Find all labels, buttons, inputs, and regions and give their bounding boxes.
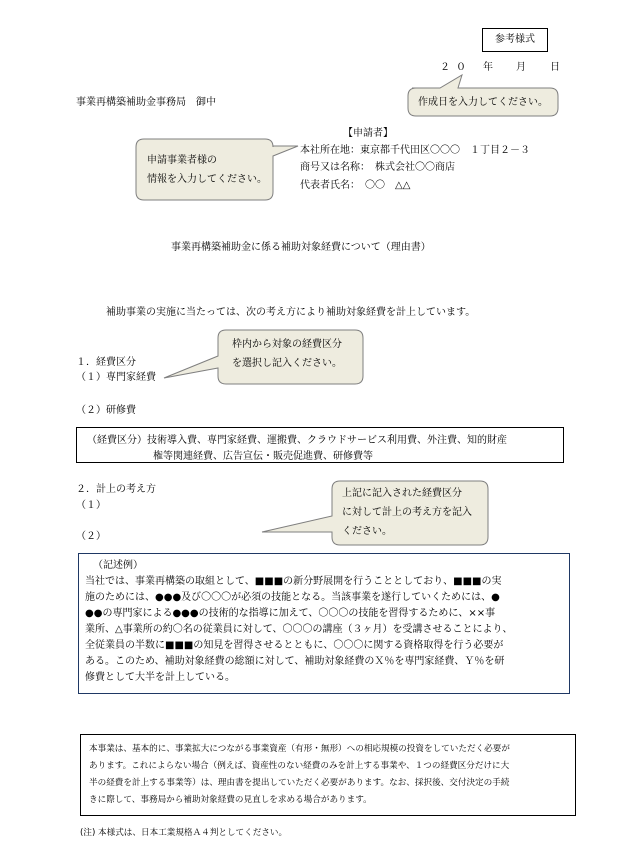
applicant-representative: 代表者氏名： 〇〇 △△ — [300, 180, 411, 191]
category-hint-line-2: を選択し記入ください。 — [232, 358, 342, 369]
category-hint-callout — [160, 326, 370, 388]
section1-item2: （２）研修費 — [76, 405, 136, 416]
reasoning-hint-line-2: に対して計上の考え方を記入 — [342, 507, 472, 518]
date-month-unit: 月 — [516, 62, 526, 73]
example-line-5: 業所、△事業所の約〇名の従業員に対して、〇〇〇の講座（３ヶ月）を受講させることにより、 — [85, 624, 513, 635]
applicant-heading: 【申請者】 — [343, 128, 393, 139]
example-box — [78, 553, 570, 694]
notice-line-4: きに際して、事務局から補助対象経費の見直しを求める場合があります。 — [89, 795, 372, 805]
example-line-3: 施のためには、●●●及び〇〇〇が必須の技能となる。当該事業を遂行していくためには、● — [85, 592, 500, 603]
applicant-hint-line-1: 申請事業者様の — [147, 155, 217, 166]
reasoning-hint-line-3: ください。 — [342, 526, 392, 537]
notice-line-3: 半の経費を計上する事業等）は、理由書を提出していただく必要があります。なお、採択後、交付決定の手続 — [89, 778, 510, 788]
example-line-4: ●●の専門家による●●●の技術的な指導に加えて、〇〇〇の技能を習得するために、××事 — [85, 608, 496, 619]
section1-item1: （１）専門家経費 — [76, 372, 156, 383]
applicant-address: 本社所在地：東京都千代田区〇〇〇 １丁目２－３ — [300, 145, 530, 156]
category-hint-line-1: 枠内から対象の経費区分 — [232, 339, 342, 350]
example-line-2: 当社では、事業再構築の取組として、■■■の新分野展開を行うこととしており、■■■の実 — [85, 576, 502, 587]
date-year: ２０ — [440, 62, 472, 73]
category-box-line-1: （経費区分）技術導入費、専門家経費、運搬費、クラウドサービス利用費、外注費、知的財産 — [87, 435, 507, 446]
example-line-7: ある。このため、補助対象経費の総額に対して、補助対象経費のＸ％を専門家経費、Ｙ％を研 — [85, 656, 505, 667]
notice-box — [80, 734, 576, 816]
example-line-1: （記述例） — [93, 560, 143, 571]
date-year-unit: 年 — [483, 62, 493, 73]
footnote: (注) 本様式は、日本工業規格Ａ４判としてください。 — [80, 828, 288, 838]
reasoning-hint-line-1: 上記に記入された経費区分 — [342, 488, 462, 499]
section2-item1: （１） — [76, 500, 106, 511]
notice-line-1: 本事業は、基本的に、事業拡大につながる事業資産（有形・無形）への相応規模の投資をしていただく必要が — [89, 744, 510, 754]
reference-label: 参考様式 — [495, 34, 535, 45]
reference-label-box — [482, 28, 548, 52]
category-box-line-2: 権等関連経費、広告宣伝・販売促進費、研修費等 — [153, 451, 373, 462]
date-hint-text: 作成日を入力してください。 — [418, 97, 548, 108]
section2-heading: ２．計上の考え方 — [76, 484, 156, 495]
doc-title: 事業再構築補助金に係る補助対象経費について（理由書） — [171, 242, 431, 253]
addressee: 事業再構築補助金事務局 御中 — [76, 97, 216, 108]
intro-text: 補助事業の実施に当たっては、次の考え方により補助対象経費を計上しています。 — [106, 307, 476, 318]
section2-item2: （２） — [76, 531, 106, 542]
category-box — [76, 427, 564, 463]
notice-line-2: あります。これによらない場合（例えば、資産性のない経費のみを計上する事業や、１つの経費区分だけに大 — [89, 761, 510, 771]
reasoning-hint-callout — [250, 476, 490, 550]
example-line-6: 全従業員の半数に■■■の知見を習得させるとともに、〇〇〇に関する資格取得を行う必要が — [85, 640, 504, 651]
example-line-8: 修費として大半を計上している。 — [85, 672, 235, 683]
date-day-unit: 日 — [550, 62, 560, 73]
date-hint-callout — [400, 74, 580, 122]
applicant-name: 商号又は名称： 株式会社〇〇商店 — [300, 162, 455, 173]
section1-heading: １．経費区分 — [76, 357, 136, 368]
applicant-hint-callout — [130, 136, 302, 206]
applicant-hint-line-2: 情報を入力してください。 — [147, 174, 267, 185]
